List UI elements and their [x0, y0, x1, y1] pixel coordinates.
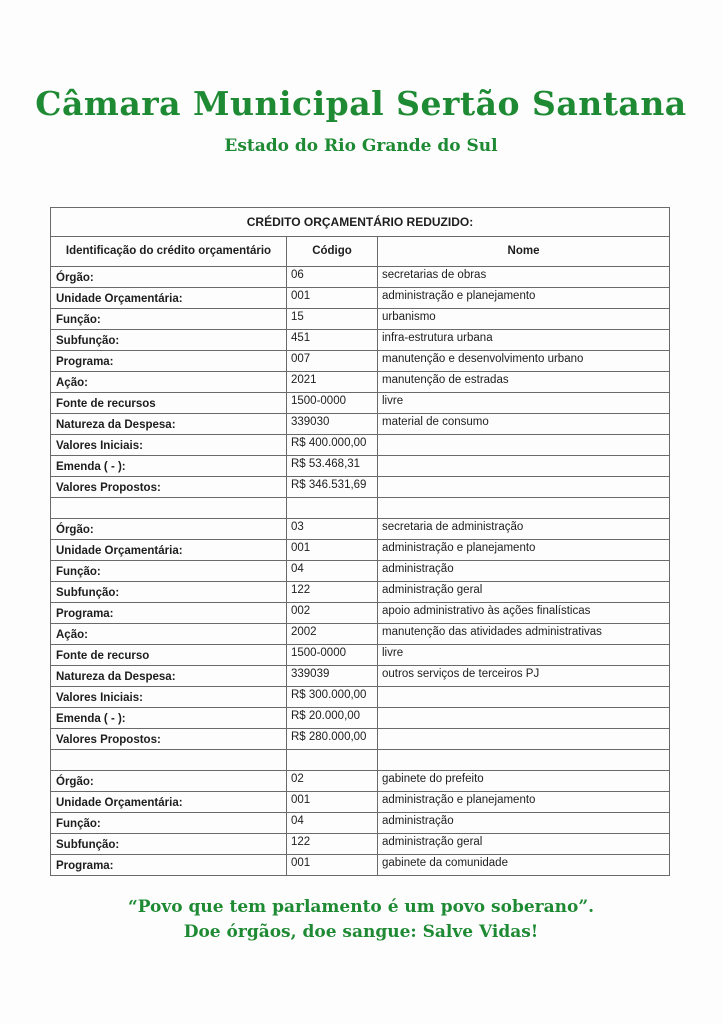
- row-label: Fonte de recurso: [51, 645, 287, 666]
- row-name: [378, 435, 670, 456]
- table-row: [51, 645, 670, 666]
- empty-cell: [287, 498, 378, 519]
- table-row: [51, 666, 670, 687]
- row-code: 339030: [287, 414, 378, 435]
- table-row: [51, 603, 670, 624]
- row-label: Ação:: [51, 372, 287, 393]
- row-label: Unidade Orçamentária:: [51, 288, 287, 309]
- row-code: 2002: [287, 624, 378, 645]
- row-label: Função:: [51, 309, 287, 330]
- row-code: 002: [287, 603, 378, 624]
- row-code: 15: [287, 309, 378, 330]
- table-row: [51, 267, 670, 288]
- row-name: administração e planejamento: [378, 288, 670, 309]
- table-row: [51, 330, 670, 351]
- motto-line-1: “Povo que tem parlamento é um povo soberano”.: [127, 897, 595, 917]
- row-label: Programa:: [51, 351, 287, 372]
- row-name: gabinete da comunidade: [378, 855, 670, 876]
- table-row: [51, 729, 670, 750]
- budget-credit-table: [50, 207, 670, 876]
- column-header-identification: Identificação do crédito orçamentário: [51, 237, 287, 267]
- row-label: Função:: [51, 813, 287, 834]
- table-row: [51, 519, 670, 540]
- row-label: Órgão:: [51, 267, 287, 288]
- row-code: 001: [287, 288, 378, 309]
- table-row: [51, 372, 670, 393]
- row-name: urbanismo: [378, 309, 670, 330]
- section-spacer-row: [51, 498, 670, 519]
- row-name: manutenção das atividades administrativas: [378, 624, 670, 645]
- row-code: 1500-0000: [287, 645, 378, 666]
- table-row: [51, 561, 670, 582]
- row-code: 2021: [287, 372, 378, 393]
- row-name: [378, 708, 670, 729]
- row-label: Função:: [51, 561, 287, 582]
- row-name: manutenção de estradas: [378, 372, 670, 393]
- row-label: Emenda ( - ):: [51, 456, 287, 477]
- row-name: apoio administrativo às ações finalísticas: [378, 603, 670, 624]
- row-name: outros serviços de terceiros PJ: [378, 666, 670, 687]
- table-row: [51, 540, 670, 561]
- row-label: Emenda ( - ):: [51, 708, 287, 729]
- table-row: [51, 834, 670, 855]
- table-row: [51, 624, 670, 645]
- row-code: R$ 400.000,00: [287, 435, 378, 456]
- letterhead-title: Câmara Municipal Sertão Santana: [35, 84, 687, 123]
- table-row: [51, 771, 670, 792]
- row-label: Unidade Orçamentária:: [51, 540, 287, 561]
- table-row: [51, 351, 670, 372]
- row-label: Subfunção:: [51, 834, 287, 855]
- table-body: [51, 267, 670, 876]
- row-name: livre: [378, 645, 670, 666]
- table-row: [51, 792, 670, 813]
- row-name: administração geral: [378, 582, 670, 603]
- table-row: [51, 414, 670, 435]
- table-title-row: [51, 208, 670, 237]
- table-title: CRÉDITO ORÇAMENTÁRIO REDUZIDO:: [51, 208, 670, 237]
- row-label: Programa:: [51, 603, 287, 624]
- row-name: [378, 477, 670, 498]
- empty-cell: [378, 750, 670, 771]
- column-header-code: Código: [287, 237, 378, 267]
- row-code: R$ 53.468,31: [287, 456, 378, 477]
- table-row: [51, 435, 670, 456]
- table-row: [51, 582, 670, 603]
- row-name: gabinete do prefeito: [378, 771, 670, 792]
- row-name: [378, 729, 670, 750]
- row-name: administração e planejamento: [378, 792, 670, 813]
- row-label: Programa:: [51, 855, 287, 876]
- row-label: Fonte de recursos: [51, 393, 287, 414]
- empty-cell: [51, 498, 287, 519]
- row-code: 001: [287, 792, 378, 813]
- row-code: R$ 300.000,00: [287, 687, 378, 708]
- table-row: [51, 456, 670, 477]
- row-code: R$ 20.000,00: [287, 708, 378, 729]
- table-row: [51, 687, 670, 708]
- row-label: Valores Propostos:: [51, 477, 287, 498]
- table-row: [51, 288, 670, 309]
- row-label: Órgão:: [51, 519, 287, 540]
- row-name: infra-estrutura urbana: [378, 330, 670, 351]
- empty-cell: [378, 498, 670, 519]
- row-code: 451: [287, 330, 378, 351]
- row-label: Natureza da Despesa:: [51, 414, 287, 435]
- row-code: R$ 280.000,00: [287, 729, 378, 750]
- row-label: Órgão:: [51, 771, 287, 792]
- column-header-row: [51, 237, 670, 267]
- row-code: 001: [287, 855, 378, 876]
- row-label: Valores Iniciais:: [51, 435, 287, 456]
- row-label: Subfunção:: [51, 582, 287, 603]
- letterhead-subtitle: Estado do Rio Grande do Sul: [224, 136, 498, 156]
- row-name: secretaria de administração: [378, 519, 670, 540]
- row-name: material de consumo: [378, 414, 670, 435]
- row-code: 04: [287, 813, 378, 834]
- table-row: [51, 813, 670, 834]
- motto-line-2: Doe órgãos, doe sangue: Salve Vidas!: [183, 922, 539, 942]
- table-row: [51, 855, 670, 876]
- row-code: 122: [287, 582, 378, 603]
- row-label: Unidade Orçamentária:: [51, 792, 287, 813]
- row-label: Subfunção:: [51, 330, 287, 351]
- row-code: 007: [287, 351, 378, 372]
- row-code: 04: [287, 561, 378, 582]
- empty-cell: [287, 750, 378, 771]
- row-label: Valores Propostos:: [51, 729, 287, 750]
- row-name: administração e planejamento: [378, 540, 670, 561]
- table-row: [51, 708, 670, 729]
- row-name: [378, 456, 670, 477]
- row-code: R$ 346.531,69: [287, 477, 378, 498]
- row-code: 001: [287, 540, 378, 561]
- row-name: administração: [378, 813, 670, 834]
- row-code: 06: [287, 267, 378, 288]
- table-row: [51, 393, 670, 414]
- row-name: administração geral: [378, 834, 670, 855]
- column-header-name: Nome: [378, 237, 670, 267]
- row-code: 1500-0000: [287, 393, 378, 414]
- row-label: Valores Iniciais:: [51, 687, 287, 708]
- section-spacer-row: [51, 750, 670, 771]
- row-name: livre: [378, 393, 670, 414]
- row-label: Ação:: [51, 624, 287, 645]
- row-name: [378, 687, 670, 708]
- row-code: 339039: [287, 666, 378, 687]
- row-code: 122: [287, 834, 378, 855]
- table-row: [51, 309, 670, 330]
- row-code: 02: [287, 771, 378, 792]
- row-name: secretarias de obras: [378, 267, 670, 288]
- row-name: administração: [378, 561, 670, 582]
- empty-cell: [51, 750, 287, 771]
- row-name: manutenção e desenvolvimento urbano: [378, 351, 670, 372]
- row-label: Natureza da Despesa:: [51, 666, 287, 687]
- table-row: [51, 477, 670, 498]
- row-code: 03: [287, 519, 378, 540]
